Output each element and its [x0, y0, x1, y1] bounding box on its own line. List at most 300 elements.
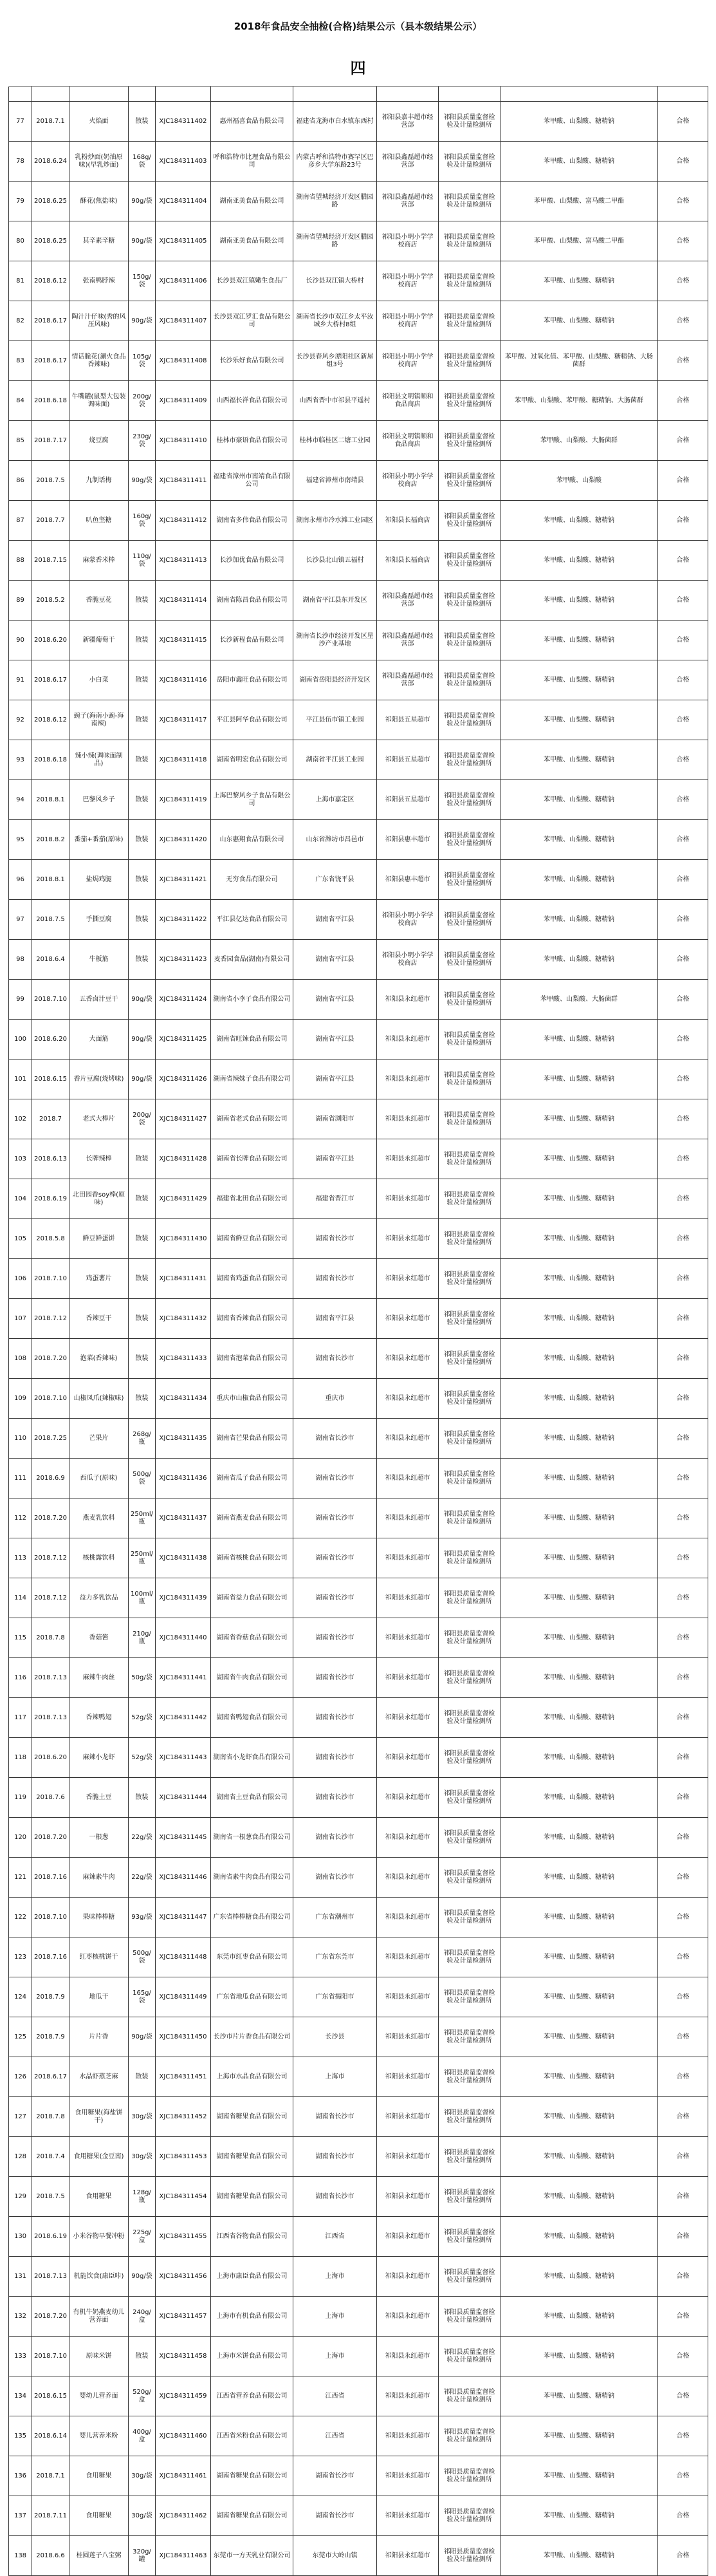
- producer-name-cell: 湖南省糖果食品有限公司: [211, 2456, 293, 2496]
- table-row: [9, 2137, 708, 2177]
- producer-address-cell: 湖南省望城经济开发区腊园路: [293, 221, 377, 261]
- test-items-cell: 苯甲酸、山梨酸、糖精钠: [500, 1818, 658, 1858]
- sampled-unit-cell: 祁阳县永红超市: [377, 1977, 439, 2017]
- table-row: [9, 1578, 708, 1618]
- sampled-unit-cell: 祁阳县文明镇顺和食品商店: [377, 381, 439, 421]
- producer-name-cell: 湖南省糖果食品有限公司: [211, 2177, 293, 2217]
- testing-agency-cell: 祁阳县质量监督检验及计量检测所: [439, 820, 500, 860]
- row-number-cell: 84: [9, 381, 32, 421]
- table-row: [9, 261, 708, 301]
- testing-agency-cell: 祁阳县质量监督检验及计量检测所: [439, 940, 500, 980]
- producer-address-cell: 江西省: [293, 2217, 377, 2257]
- row-number-cell: 83: [9, 341, 32, 381]
- product-name-cell: 小米谷物早餐冲粉: [69, 2217, 129, 2257]
- testing-agency-cell: 祁阳县质量监督检验及计量检测所: [439, 2536, 500, 2576]
- test-items-cell: 苯甲酸、山梨酸、糖精钠: [500, 2416, 658, 2456]
- testing-agency-cell: 祁阳县质量监督检验及计量检测所: [439, 2337, 500, 2376]
- row-number-cell: 103: [9, 1139, 32, 1179]
- sample-code-cell: XJC184311441: [156, 1658, 211, 1698]
- row-number-cell: 98: [9, 940, 32, 980]
- sampling-date-cell: 2018.6.12: [32, 700, 69, 740]
- sample-code-cell: XJC184311406: [156, 261, 211, 301]
- sampling-date-cell: 2018.6.18: [32, 740, 69, 780]
- sample-code-cell: XJC184311445: [156, 1818, 211, 1858]
- producer-address-cell: 湖南省长沙市: [293, 2137, 377, 2177]
- product-name-cell: 手撕豆腐: [69, 900, 129, 940]
- table-row: [9, 1498, 708, 1538]
- row-number-cell: 130: [9, 2217, 32, 2257]
- producer-name-cell: 湖南亚美食品有限公司: [211, 182, 293, 221]
- sample-code-cell: XJC184311405: [156, 221, 211, 261]
- producer-address-cell: 湖南省长沙市: [293, 2097, 377, 2137]
- sample-code-cell: XJC184311404: [156, 182, 211, 221]
- specification-cell: 散装: [129, 2337, 156, 2376]
- sample-code-cell: XJC184311403: [156, 142, 211, 182]
- test-items-cell: 苯甲酸、山梨酸、糖精钠: [500, 621, 658, 660]
- specification-cell: 散装: [129, 860, 156, 900]
- sampled-unit-cell: 祁阳县永红超市: [377, 1020, 439, 1059]
- sample-code-cell: XJC184311412: [156, 501, 211, 541]
- sample-code-cell: XJC184311419: [156, 780, 211, 820]
- testing-agency-cell: 祁阳县质量监督检验及计量检测所: [439, 2257, 500, 2297]
- sampling-date-cell: 2018.7.10: [32, 980, 69, 1020]
- table-row: [9, 700, 708, 740]
- row-number-cell: 135: [9, 2416, 32, 2456]
- result-cell: 合格: [658, 1658, 708, 1698]
- sampling-date-cell: 2018.7.16: [32, 1858, 69, 1898]
- producer-address-cell: 湖南省长沙市: [293, 2456, 377, 2496]
- producer-address-cell: 福建省龙海市白水镇东西村: [293, 102, 377, 142]
- table-row: [9, 1738, 708, 1778]
- product-name-cell: 番茄+番茄(原味): [69, 820, 129, 860]
- specification-cell: 90g/袋: [129, 461, 156, 501]
- test-items-cell: 苯甲酸、山梨酸、糖精钠: [500, 2456, 658, 2496]
- result-cell: 合格: [658, 581, 708, 621]
- producer-address-cell: 湖南永州市冷水滩工业园区: [293, 501, 377, 541]
- table-row: [9, 1658, 708, 1698]
- row-number-cell: 133: [9, 2337, 32, 2376]
- test-items-cell: 苯甲酸、山梨酸、糖精钠: [500, 700, 658, 740]
- header-cell: [211, 87, 293, 102]
- test-items-cell: 苯甲酸、山梨酸: [500, 461, 658, 501]
- producer-name-cell: 湖南省泡菜食品有限公司: [211, 1339, 293, 1379]
- sample-code-cell: XJC184311415: [156, 621, 211, 660]
- producer-address-cell: 湖南省平江县工业园: [293, 740, 377, 780]
- producer-name-cell: 湖南省燕麦食品有限公司: [211, 1498, 293, 1538]
- sampling-date-cell: 2018.7.12: [32, 1299, 69, 1339]
- specification-cell: 268g/瓶: [129, 1419, 156, 1459]
- test-items-cell: 苯甲酸、山梨酸、糖精钠: [500, 940, 658, 980]
- result-cell: 合格: [658, 2257, 708, 2297]
- row-number-cell: 106: [9, 1259, 32, 1299]
- document-title: 2018年食品安全抽检(合格)结果公示（县本级结果公示）: [234, 21, 482, 32]
- testing-agency-cell: 祁阳县质量监督检验及计量检测所: [439, 2217, 500, 2257]
- producer-address-cell: 平江县伍市镇工业园: [293, 700, 377, 740]
- sampling-date-cell: 2018.7.13: [32, 1698, 69, 1738]
- producer-address-cell: 江西省: [293, 2416, 377, 2456]
- table-row: [9, 2416, 708, 2456]
- row-number-cell: 123: [9, 1937, 32, 1977]
- row-number-cell: 79: [9, 182, 32, 221]
- specification-cell: 100ml/瓶: [129, 1578, 156, 1618]
- product-name-cell: 长牌辣棒: [69, 1139, 129, 1179]
- producer-address-cell: 湖南省长沙市: [293, 1818, 377, 1858]
- result-cell: 合格: [658, 1020, 708, 1059]
- producer-name-cell: 上海市康臣食品有限公司: [211, 2257, 293, 2297]
- sample-code-cell: XJC184311439: [156, 1578, 211, 1618]
- producer-address-cell: 广东省东莞市: [293, 1937, 377, 1977]
- test-items-cell: 苯甲酸、山梨酸、糖精钠: [500, 2017, 658, 2057]
- testing-agency-cell: 祁阳县质量监督检验及计量检测所: [439, 1818, 500, 1858]
- sampled-unit-cell: 祁阳县永红超市: [377, 1459, 439, 1498]
- producer-address-cell: 湖南省长沙市: [293, 1419, 377, 1459]
- testing-agency-cell: 祁阳县质量监督检验及计量检测所: [439, 221, 500, 261]
- sampled-unit-cell: 祁阳县永红超市: [377, 1299, 439, 1339]
- row-number-cell: 102: [9, 1099, 32, 1139]
- sampling-date-cell: 2018.6.13: [32, 1139, 69, 1179]
- testing-agency-cell: 祁阳县质量监督检验及计量检测所: [439, 2057, 500, 2097]
- producer-address-cell: 湖南省长沙市: [293, 2496, 377, 2536]
- test-items-cell: 苯甲酸、山梨酸、糖精钠: [500, 1219, 658, 1259]
- sampling-date-cell: 2018.7.6: [32, 1778, 69, 1818]
- producer-address-cell: 长沙县春风乡潭阳社区新屋组3号: [293, 341, 377, 381]
- producer-name-cell: 东莞市一方天乳业有限公司: [211, 2536, 293, 2576]
- testing-agency-cell: 祁阳县质量监督检验及计量检测所: [439, 2177, 500, 2217]
- row-number-cell: 104: [9, 1179, 32, 1219]
- producer-name-cell: 长沙加优食品有限公司: [211, 541, 293, 581]
- result-cell: 合格: [658, 2017, 708, 2057]
- testing-agency-cell: 祁阳县质量监督检验及计量检测所: [439, 341, 500, 381]
- testing-agency-cell: 祁阳县质量监督检验及计量检测所: [439, 1139, 500, 1179]
- product-name-cell: 芒果片: [69, 1419, 129, 1459]
- sample-code-cell: XJC184311431: [156, 1259, 211, 1299]
- test-items-cell: 苯甲酸、山梨酸、糖精钠: [500, 820, 658, 860]
- producer-address-cell: 湖南省长沙市: [293, 1219, 377, 1259]
- test-items-cell: 苯甲酸、山梨酸、糖精钠: [500, 1778, 658, 1818]
- producer-address-cell: 福建省晋江市: [293, 1179, 377, 1219]
- row-number-cell: 116: [9, 1658, 32, 1698]
- test-items-cell: 苯甲酸、山梨酸、糖精钠: [500, 2257, 658, 2297]
- producer-address-cell: 湖南省长沙市: [293, 1858, 377, 1898]
- sampled-unit-cell: 祁阳县永红超市: [377, 2137, 439, 2177]
- test-items-cell: 苯甲酸、山梨酸、糖精钠: [500, 142, 658, 182]
- testing-agency-cell: 祁阳县质量监督检验及计量检测所: [439, 581, 500, 621]
- table-row: [9, 2496, 708, 2536]
- sampling-date-cell: 2018.6.14: [32, 2416, 69, 2456]
- product-name-cell: 香辣鸭翅: [69, 1698, 129, 1738]
- sample-code-cell: XJC184311460: [156, 2416, 211, 2456]
- specification-cell: 散装: [129, 1219, 156, 1259]
- product-name-cell: 果味棒棒糖: [69, 1898, 129, 1937]
- specification-cell: 210g/瓶: [129, 1618, 156, 1658]
- product-name-cell: 一根葱: [69, 1818, 129, 1858]
- sample-code-cell: XJC184311440: [156, 1618, 211, 1658]
- row-number-cell: 138: [9, 2536, 32, 2576]
- row-number-cell: 81: [9, 261, 32, 301]
- test-items-cell: 苯甲酸、山梨酸、糖精钠: [500, 301, 658, 341]
- result-cell: 合格: [658, 1498, 708, 1538]
- producer-address-cell: 湖南省平江县: [293, 940, 377, 980]
- result-cell: 合格: [658, 461, 708, 501]
- result-cell: 合格: [658, 102, 708, 142]
- table-row: [9, 2177, 708, 2217]
- sampling-date-cell: 2018.7.5: [32, 900, 69, 940]
- result-cell: 合格: [658, 1778, 708, 1818]
- table-row: [9, 2057, 708, 2097]
- producer-address-cell: 湖南省长沙市: [293, 1698, 377, 1738]
- table-row: [9, 980, 708, 1020]
- sampled-unit-cell: 祁阳县小明小学学校商店: [377, 261, 439, 301]
- result-cell: 合格: [658, 1698, 708, 1738]
- row-number-cell: 120: [9, 1818, 32, 1858]
- sampled-unit-cell: 祁阳县鑫磊超市经营部: [377, 581, 439, 621]
- testing-agency-cell: 祁阳县质量监督检验及计量检测所: [439, 541, 500, 581]
- sampled-unit-cell: 祁阳县永红超市: [377, 2416, 439, 2456]
- test-items-cell: 苯甲酸、山梨酸、糖精钠: [500, 1858, 658, 1898]
- results-table-body: [9, 87, 708, 2576]
- table-row: [9, 1059, 708, 1099]
- result-cell: 合格: [658, 700, 708, 740]
- sampled-unit-cell: 祁阳县永红超市: [377, 2217, 439, 2257]
- testing-agency-cell: 祁阳县质量监督检验及计量检测所: [439, 1459, 500, 1498]
- table-row: [9, 1099, 708, 1139]
- sampled-unit-cell: 祁阳县永红超市: [377, 1339, 439, 1379]
- producer-name-cell: 湖南省长牌食品有限公司: [211, 1139, 293, 1179]
- table-row: [9, 1977, 708, 2017]
- testing-agency-cell: 祁阳县质量监督检验及计量检测所: [439, 1898, 500, 1937]
- result-cell: 合格: [658, 740, 708, 780]
- sampling-date-cell: 2018.7: [32, 1099, 69, 1139]
- header-cell: [69, 87, 129, 102]
- test-items-cell: 苯甲酸、山梨酸、糖精钠: [500, 1658, 658, 1698]
- specification-cell: 400g/盒: [129, 2416, 156, 2456]
- producer-name-cell: 湖南省糖果食品有限公司: [211, 2097, 293, 2137]
- product-name-cell: 婴儿营养米粉: [69, 2416, 129, 2456]
- testing-agency-cell: 祁阳县质量监督检验及计量检测所: [439, 2297, 500, 2337]
- sampled-unit-cell: 祁阳县永红超市: [377, 1179, 439, 1219]
- test-items-cell: 苯甲酸、山梨酸、富马酸二甲酯: [500, 182, 658, 221]
- product-name-cell: 麻蒙香米棒: [69, 541, 129, 581]
- test-items-cell: 苯甲酸、山梨酸、大肠菌群: [500, 980, 658, 1020]
- testing-agency-cell: 祁阳县质量监督检验及计量检测所: [439, 2097, 500, 2137]
- table-row: [9, 1179, 708, 1219]
- sample-code-cell: XJC184311438: [156, 1538, 211, 1578]
- specification-cell: 200g/袋: [129, 381, 156, 421]
- sampling-date-cell: 2018.7.20: [32, 1339, 69, 1379]
- sampling-date-cell: 2018.6.19: [32, 2217, 69, 2257]
- producer-address-cell: 湖南省长沙市: [293, 2177, 377, 2217]
- producer-address-cell: 福建省漳州市南靖县: [293, 461, 377, 501]
- producer-name-cell: 湖南省一根葱食品有限公司: [211, 1818, 293, 1858]
- result-cell: 合格: [658, 2536, 708, 2576]
- producer-name-cell: 湖南省陈昌食品有限公司: [211, 581, 293, 621]
- test-items-cell: 苯甲酸、山梨酸、糖精钠: [500, 740, 658, 780]
- producer-name-cell: 湖南省小龙虾食品有限公司: [211, 1738, 293, 1778]
- sampled-unit-cell: 祁阳县惠丰超市: [377, 820, 439, 860]
- results-table: [8, 86, 708, 2576]
- producer-name-cell: 湖南省土豆食品有限公司: [211, 1778, 293, 1818]
- specification-cell: 散装: [129, 1139, 156, 1179]
- producer-address-cell: 湖南省平江县: [293, 980, 377, 1020]
- test-items-cell: 苯甲酸、山梨酸、糖精钠: [500, 660, 658, 700]
- sampling-date-cell: 2018.7.7: [32, 501, 69, 541]
- result-cell: 合格: [658, 1538, 708, 1578]
- test-items-cell: 苯甲酸、山梨酸、糖精钠: [500, 2536, 658, 2576]
- specification-cell: 90g/袋: [129, 2017, 156, 2057]
- result-cell: 合格: [658, 381, 708, 421]
- producer-name-cell: 湖南省牛肉食品有限公司: [211, 1658, 293, 1698]
- table-row: [9, 740, 708, 780]
- specification-cell: 150g/袋: [129, 261, 156, 301]
- producer-name-cell: 江西省营养食品有限公司: [211, 2376, 293, 2416]
- testing-agency-cell: 祁阳县质量监督检验及计量检测所: [439, 1538, 500, 1578]
- test-items-cell: 苯甲酸、山梨酸、糖精钠: [500, 1977, 658, 2017]
- testing-agency-cell: 祁阳县质量监督检验及计量检测所: [439, 860, 500, 900]
- result-cell: 合格: [658, 820, 708, 860]
- table-row: [9, 461, 708, 501]
- test-items-cell: 苯甲酸、山梨酸、糖精钠: [500, 2057, 658, 2097]
- specification-cell: 90g/袋: [129, 301, 156, 341]
- table-row: [9, 1618, 708, 1658]
- table-row: [9, 2297, 708, 2337]
- producer-name-cell: 平江县阿华食品有限公司: [211, 700, 293, 740]
- producer-name-cell: 福建省漳州市南靖食品有限公司: [211, 461, 293, 501]
- producer-address-cell: 湖南省长沙市: [293, 1498, 377, 1538]
- table-row: [9, 660, 708, 700]
- table-row: [9, 1858, 708, 1898]
- testing-agency-cell: 祁阳县质量监督检验及计量检测所: [439, 1059, 500, 1099]
- sampled-unit-cell: 祁阳县小明小学学校商店: [377, 301, 439, 341]
- header-cell: [293, 87, 377, 102]
- specification-cell: 90g/袋: [129, 2257, 156, 2297]
- product-name-cell: 益力多乳饮品: [69, 1578, 129, 1618]
- table-row: [9, 2017, 708, 2057]
- specification-cell: 散装: [129, 740, 156, 780]
- testing-agency-cell: 祁阳县质量监督检验及计量检测所: [439, 1099, 500, 1139]
- result-cell: 合格: [658, 2177, 708, 2217]
- sampled-unit-cell: 祁阳县惠丰超市: [377, 860, 439, 900]
- product-name-cell: 老式大棒片: [69, 1099, 129, 1139]
- row-number-cell: 94: [9, 780, 32, 820]
- testing-agency-cell: 祁阳县质量监督检验及计量检测所: [439, 1379, 500, 1419]
- row-number-cell: 131: [9, 2257, 32, 2297]
- testing-agency-cell: 祁阳县质量监督检验及计量检测所: [439, 301, 500, 341]
- sampled-unit-cell: 祁阳县鑫磊超市经营部: [377, 182, 439, 221]
- specification-cell: 320g/罐: [129, 2536, 156, 2576]
- test-items-cell: 苯甲酸、山梨酸、糖精钠: [500, 541, 658, 581]
- sample-code-cell: XJC184311462: [156, 2496, 211, 2536]
- producer-address-cell: 内蒙古呼和浩特市赛罕区巴彦乡大学东路23号: [293, 142, 377, 182]
- sample-code-cell: XJC184311409: [156, 381, 211, 421]
- sampled-unit-cell: 祁阳县长福商店: [377, 541, 439, 581]
- row-number-cell: 100: [9, 1020, 32, 1059]
- test-items-cell: 苯甲酸、山梨酸、糖精钠: [500, 1498, 658, 1538]
- producer-name-cell: 湖南省鸭翅食品有限公司: [211, 1698, 293, 1738]
- table-row: [9, 1898, 708, 1937]
- sample-code-cell: XJC184311450: [156, 2017, 211, 2057]
- sampling-date-cell: 2018.7.25: [32, 1419, 69, 1459]
- sampling-date-cell: 2018.6.9: [32, 1459, 69, 1498]
- test-items-cell: 苯甲酸、山梨酸、糖精钠: [500, 1618, 658, 1658]
- sample-code-cell: XJC184311453: [156, 2137, 211, 2177]
- row-number-cell: 137: [9, 2496, 32, 2536]
- sampling-date-cell: 2018.7.5: [32, 461, 69, 501]
- sample-code-cell: XJC184311457: [156, 2297, 211, 2337]
- sampled-unit-cell: 祁阳县永红超市: [377, 2337, 439, 2376]
- row-number-cell: 85: [9, 421, 32, 461]
- producer-address-cell: 长沙县: [293, 2017, 377, 2057]
- sampling-date-cell: 2018.7.20: [32, 2297, 69, 2337]
- product-name-cell: 香脆土豆: [69, 1778, 129, 1818]
- sampled-unit-cell: 祁阳县永红超市: [377, 1059, 439, 1099]
- result-cell: 合格: [658, 261, 708, 301]
- producer-address-cell: 湖南省长沙市: [293, 1738, 377, 1778]
- test-items-cell: 苯甲酸、山梨酸、糖精钠: [500, 1738, 658, 1778]
- specification-cell: 165g/袋: [129, 1977, 156, 2017]
- producer-name-cell: 桂林市豪语食品有限公司: [211, 421, 293, 461]
- row-number-cell: 82: [9, 301, 32, 341]
- result-cell: 合格: [658, 2057, 708, 2097]
- sample-code-cell: XJC184311459: [156, 2376, 211, 2416]
- row-number-cell: 125: [9, 2017, 32, 2057]
- specification-cell: 105g/袋: [129, 341, 156, 381]
- testing-agency-cell: 祁阳县质量监督检验及计量检测所: [439, 2416, 500, 2456]
- sampled-unit-cell: 祁阳县永红超市: [377, 1419, 439, 1459]
- sample-code-cell: XJC184311420: [156, 820, 211, 860]
- producer-address-cell: 山东省潍坊市昌邑市: [293, 820, 377, 860]
- producer-name-cell: 山东惠翔食品有限公司: [211, 820, 293, 860]
- product-name-cell: 大面筋: [69, 1020, 129, 1059]
- header-cell: [439, 87, 500, 102]
- sampling-date-cell: 2018.7.5: [32, 2177, 69, 2217]
- sample-code-cell: XJC184311421: [156, 860, 211, 900]
- row-number-cell: 118: [9, 1738, 32, 1778]
- producer-address-cell: 湖南省平江县: [293, 1139, 377, 1179]
- testing-agency-cell: 祁阳县质量监督检验及计量检测所: [439, 980, 500, 1020]
- test-items-cell: 苯甲酸、山梨酸、苯甲酸、糖精钠、大肠菌群: [500, 381, 658, 421]
- sample-code-cell: XJC184311435: [156, 1419, 211, 1459]
- sample-code-cell: XJC184311434: [156, 1379, 211, 1419]
- sampled-unit-cell: 祁阳县永红超市: [377, 2376, 439, 2416]
- row-number-cell: 126: [9, 2057, 32, 2097]
- producer-name-cell: 湖南省鲜豆食品有限公司: [211, 1219, 293, 1259]
- sampling-date-cell: 2018.8.1: [32, 860, 69, 900]
- table-row: [9, 2257, 708, 2297]
- producer-name-cell: 湖南省辣妹子食品有限公司: [211, 1059, 293, 1099]
- sampled-unit-cell: 祁阳县永红超市: [377, 1858, 439, 1898]
- sample-code-cell: XJC184311454: [156, 2177, 211, 2217]
- table-row: [9, 2097, 708, 2137]
- test-items-cell: 苯甲酸、山梨酸、糖精钠: [500, 2496, 658, 2536]
- test-items-cell: 苯甲酸、山梨酸、糖精钠: [500, 1419, 658, 1459]
- table-row: [9, 1818, 708, 1858]
- sampling-date-cell: 2018.6.6: [32, 2536, 69, 2576]
- test-items-cell: 苯甲酸、山梨酸、糖精钠: [500, 1099, 658, 1139]
- product-name-cell: 火焰面: [69, 102, 129, 142]
- result-cell: 合格: [658, 1139, 708, 1179]
- producer-address-cell: 湖南省长沙市: [293, 1339, 377, 1379]
- testing-agency-cell: 祁阳县质量监督检验及计量检测所: [439, 1658, 500, 1698]
- sampling-date-cell: 2018.8.1: [32, 780, 69, 820]
- row-number-cell: 86: [9, 461, 32, 501]
- producer-name-cell: 长沙市片片香食品有限公司: [211, 2017, 293, 2057]
- specification-cell: 250ml/瓶: [129, 1498, 156, 1538]
- testing-agency-cell: 祁阳县质量监督检验及计量检测所: [439, 1339, 500, 1379]
- result-cell: 合格: [658, 2456, 708, 2496]
- row-number-cell: 127: [9, 2097, 32, 2137]
- producer-name-cell: 湖南省糖果食品有限公司: [211, 2496, 293, 2536]
- specification-cell: 168g/袋: [129, 142, 156, 182]
